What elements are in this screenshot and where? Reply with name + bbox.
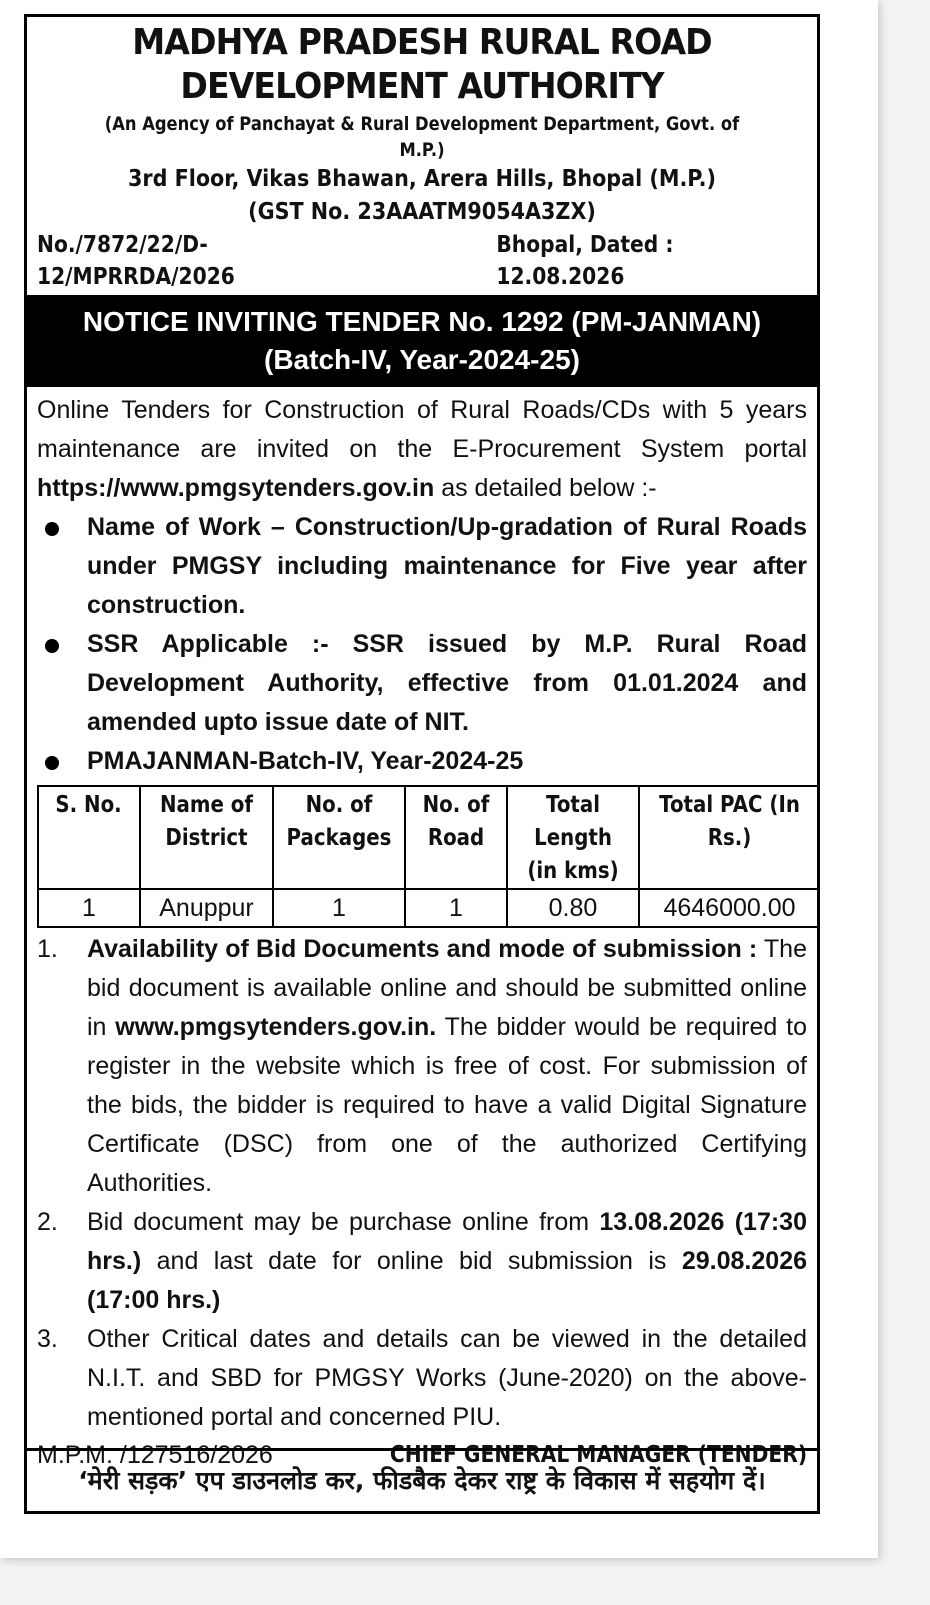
item-text: and last date for online bid submission is xyxy=(141,1247,682,1275)
item-text: Bid document may be purchase online from xyxy=(87,1208,600,1236)
bullet-icon xyxy=(45,639,59,653)
address-line: 3rd Floor, Vikas Bhawan, Arera Hills, Bhopal (M.P.) xyxy=(127,166,717,192)
cell-district: Anuppur xyxy=(140,889,273,927)
tender-table xyxy=(37,785,820,928)
reference-number: No./7872/22/D-12/MPRRDA/2026 xyxy=(37,232,235,290)
item-number: 1. xyxy=(37,935,58,963)
signatory-designation: CHIEF GENERAL MANAGER (TENDER) xyxy=(389,1442,807,1468)
intro-text-end: as detailed below :- xyxy=(434,474,657,502)
bullet-ssr xyxy=(37,625,807,742)
portal-url: https://www.pmgsytenders.gov.in xyxy=(37,474,435,502)
bullet-icon xyxy=(45,756,59,770)
th-packages: No. of Packages xyxy=(273,786,405,889)
cell-sno: 1 xyxy=(38,889,140,927)
item-number: 2. xyxy=(37,1208,58,1236)
footer-slogan: ‘मेरी सड़क’ एप डाउनलोड कर, फीडबैक देकर राष्ट्र के विकास में सहयोग दें। xyxy=(27,1448,817,1511)
th-length: Total Length (in kms) xyxy=(507,786,639,889)
cell-packages: 1 xyxy=(273,889,405,927)
notice-frame xyxy=(24,14,820,1514)
item-date-start: 13.08.2026 (17:30 hrs.) xyxy=(87,1208,807,1275)
notice-title: NOTICE INVITING TENDER No. 1292 (PM-JANMAN) xyxy=(82,306,762,337)
bullet-text: SSR Applicable :- SSR issued by M.P. Rural Road Development Authority, effective from 01.01.2024 and amended upto issue date of NIT. xyxy=(87,630,807,736)
bullet-name-of-work xyxy=(37,508,807,625)
notice-subtitle: (Batch-IV, Year-2024-25) xyxy=(264,344,580,375)
cell-pac: 4646000.00 xyxy=(639,889,820,927)
dated: Bhopal, Dated : 12.08.2026 xyxy=(496,232,674,290)
header xyxy=(27,21,817,229)
gst-line: (GST No. 23AAATM9054A3ZX) xyxy=(248,199,596,225)
th-road: No. of Road xyxy=(405,786,507,889)
intro-paragraph xyxy=(37,391,807,508)
intro-text: Online Tenders for Construction of Rural Roads/CDs with 5 years maintenance are invited on the E-Procurement System portal xyxy=(37,396,807,463)
item-text: The bid document is available online and should be submitted online in xyxy=(87,935,807,1041)
th-district: Name of District xyxy=(140,786,273,889)
org-title-line2: DEVELOPMENT AUTHORITY xyxy=(180,66,664,107)
item-heading: Availability of Bid Documents and mode of submission : xyxy=(87,935,758,963)
bullet-icon xyxy=(45,522,59,536)
cell-length: 0.80 xyxy=(507,889,639,927)
table-header-row xyxy=(38,786,820,889)
notice-body xyxy=(27,391,817,1473)
reference-line xyxy=(27,229,817,295)
mpm-number: M.P.M. /127516/2026 xyxy=(37,1441,273,1469)
agency-line: (An Agency of Panchayat & Rural Development Department, Govt. of M.P.) xyxy=(104,113,740,161)
item-bid-documents xyxy=(37,930,807,1203)
cell-road: 1 xyxy=(405,889,507,927)
org-title-line1: MADHYA PRADESH RURAL ROAD xyxy=(132,22,712,63)
item-text: Other Critical dates and details can be viewed in the detailed N.I.T. and SBD for PMGSY Works (June-2020) on the above-mentioned portal and concerned PIU. xyxy=(87,1325,807,1431)
item-url: www.pmgsytenders.gov.in. xyxy=(115,1013,437,1041)
item-date-end: 29.08.2026 (17:00 hrs.) xyxy=(87,1247,807,1314)
bullet-text: Name of Work – Construction/Up-gradation of Rural Roads under PMGSY including maintenance for Five year after construction. xyxy=(87,513,807,619)
item-bid-dates xyxy=(37,1203,807,1320)
bullet-text: PMAJANMAN-Batch-IV, Year-2024-25 xyxy=(87,747,524,775)
th-sno: S. No. xyxy=(38,786,140,889)
item-critical-dates xyxy=(37,1320,807,1437)
notice-title-band xyxy=(27,295,817,387)
th-pac: Total PAC (In Rs.) xyxy=(639,786,820,889)
bullet-batch xyxy=(37,742,807,781)
table-row xyxy=(38,889,820,927)
item-text: The bidder would be required to register in the website which is free of cost. For submission of the bids, the bidder is required to have a valid Digital Signature Certificate (DSC) from one of the authorized Certifying Authorities. xyxy=(87,1013,808,1197)
item-number: 3. xyxy=(37,1325,58,1353)
